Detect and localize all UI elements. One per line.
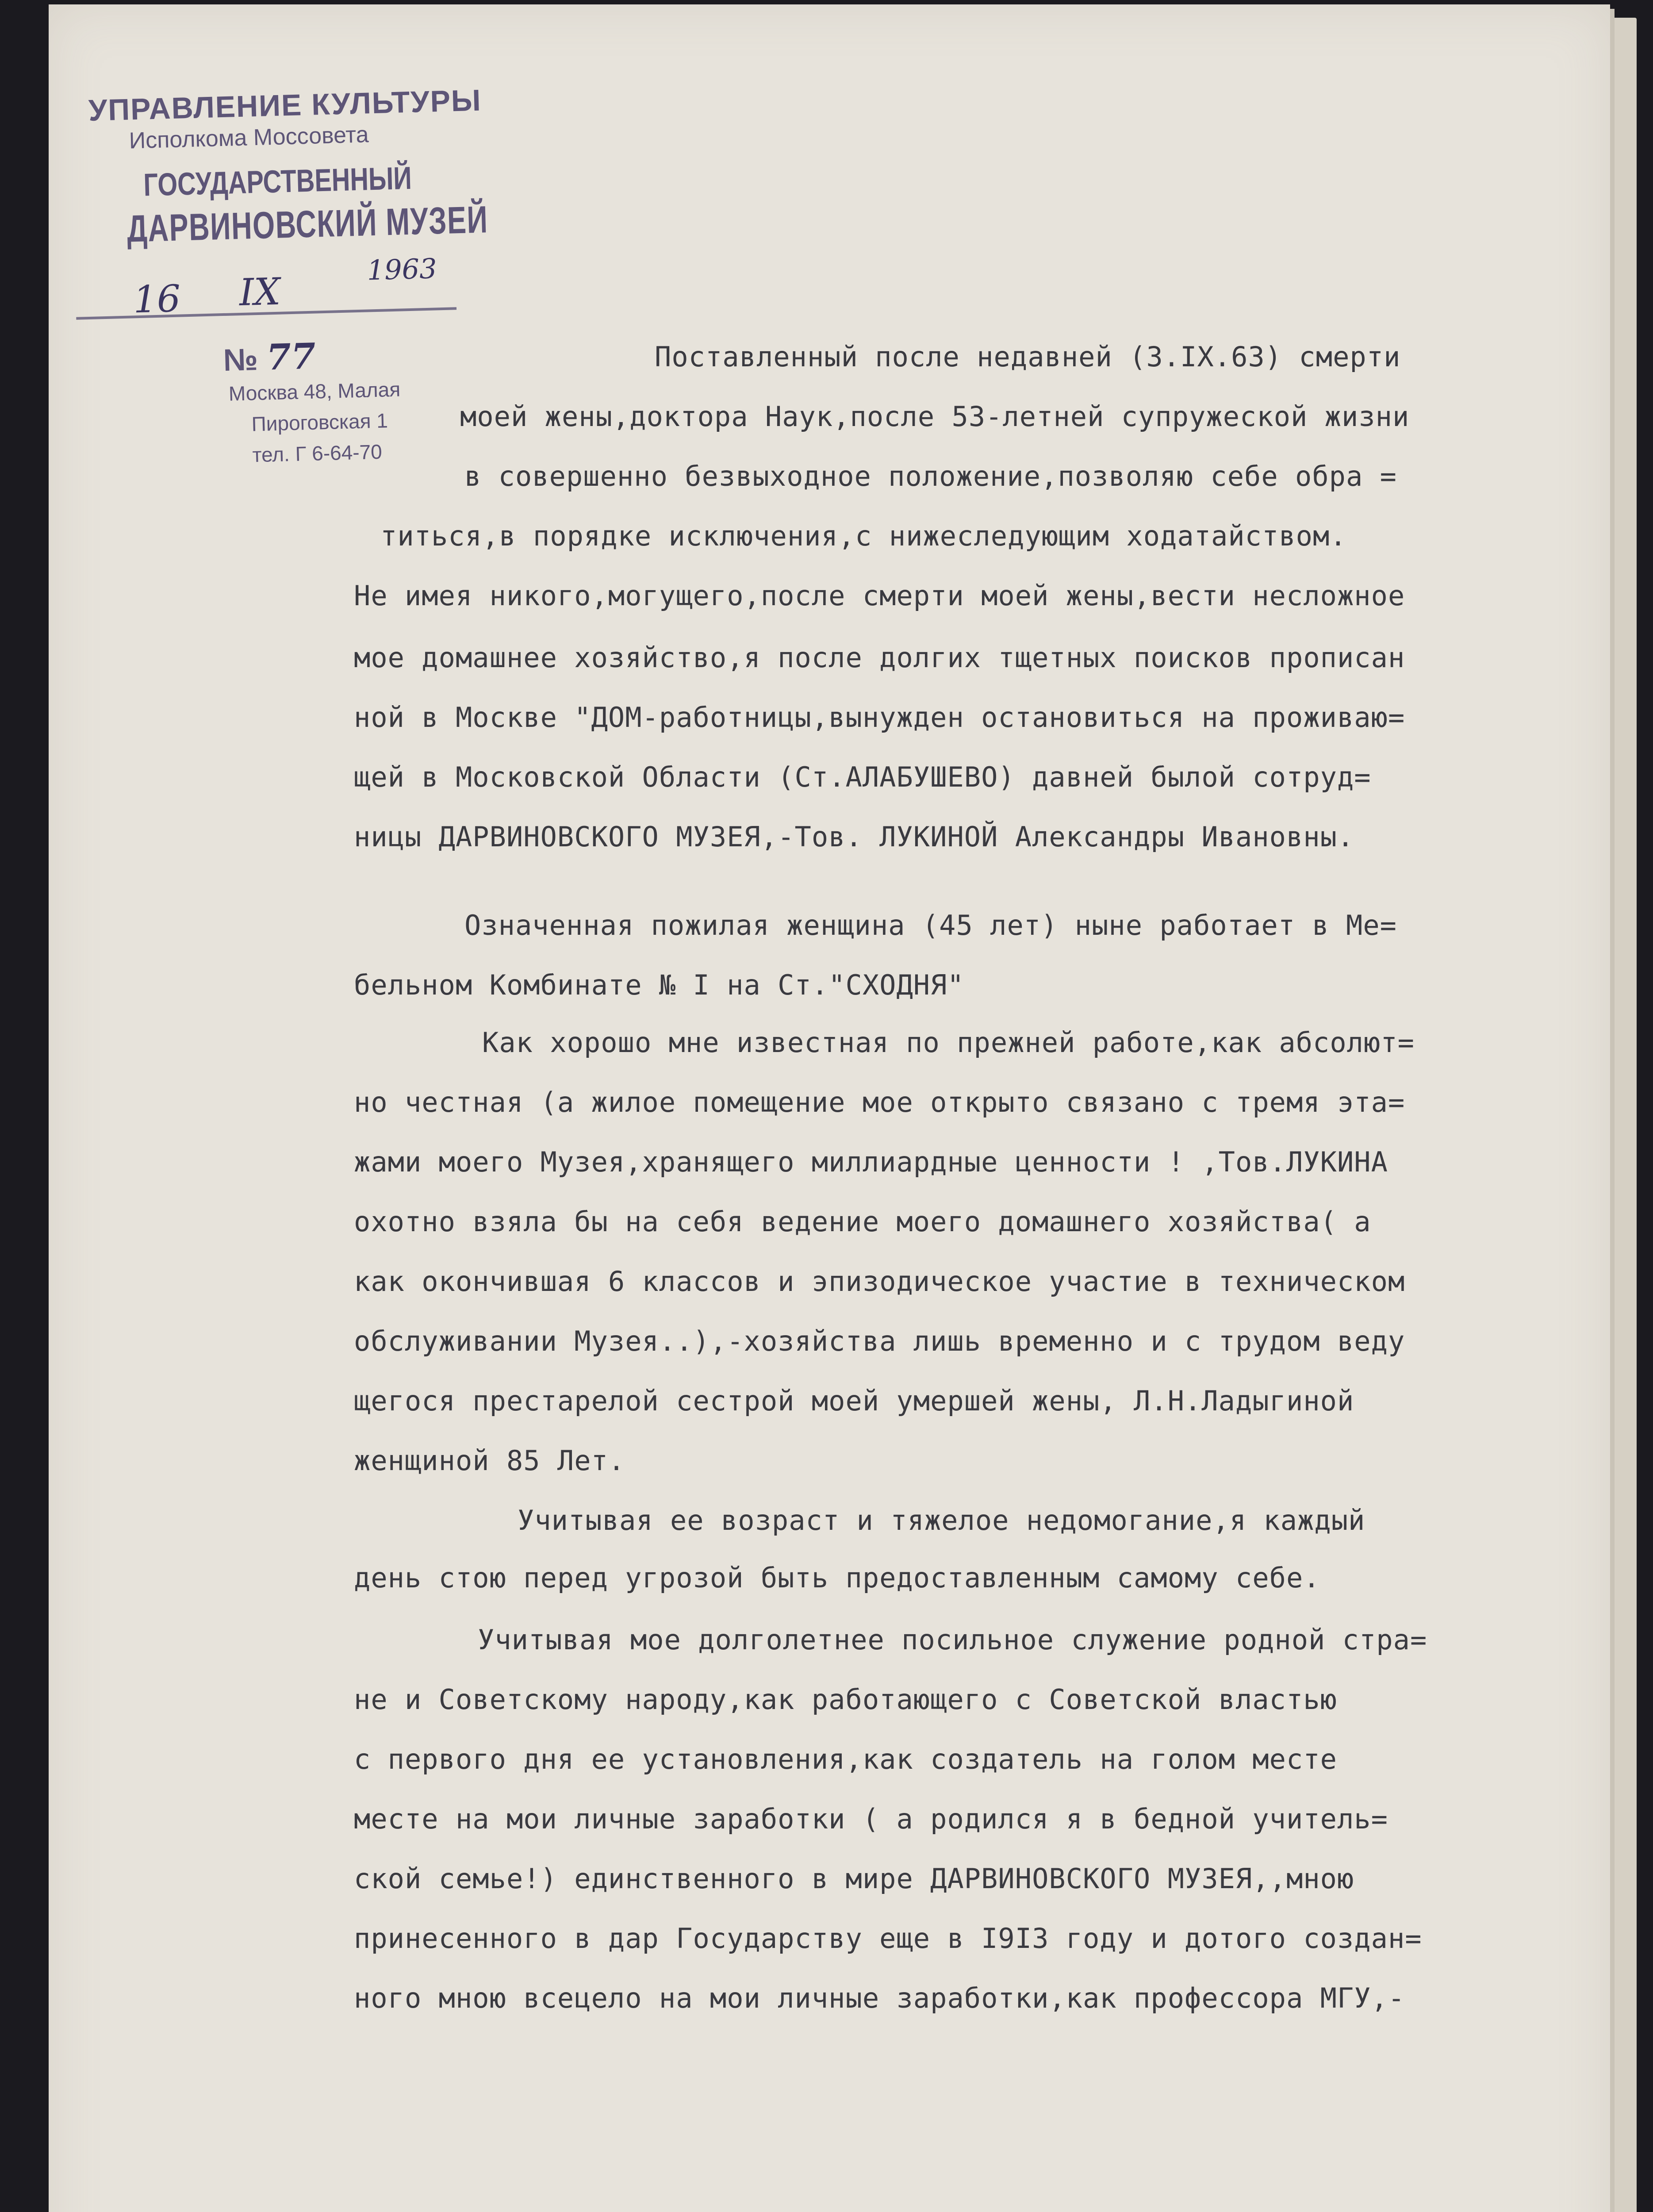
letter-line: жами моего Музея,хранящего миллиардные ценности ! ,Тов.ЛУКИНА <box>354 1146 1388 1178</box>
letter-line: щей в Московской Области (Ст.АЛАБУШЕВО) давней былой сотруд= <box>354 761 1371 793</box>
letter-line: как окончившая 6 классов и эпизодическое участие в техническом <box>354 1265 1405 1298</box>
stamp-date-year: 1963 <box>366 252 437 287</box>
letter-line: Учитывая мое долголетнее посильное служение родной стра= <box>478 1624 1427 1656</box>
letter-line: обслуживании Музея..),-хозяйства лишь временно и с трудом веду <box>354 1325 1405 1357</box>
letter-line: Как хорошо мне известная по прежней работе,как абсолют= <box>482 1026 1415 1059</box>
stamp-line-museum-name: ДАРВИНОВСКИЙ МУЗЕЙ <box>126 198 489 250</box>
document-sheet <box>49 4 1610 2212</box>
stamp-line-state: ГОСУДАРСТВЕННЫЙ <box>143 160 412 203</box>
letter-line: мое домашнее хозяйство,я после долгих тщетных поисков прописан <box>354 641 1405 674</box>
letter-line: не и Советскому народу,как работающего с Советской властью <box>354 1683 1337 1716</box>
stamp-line-department: УПРАВЛЕНИЕ КУЛЬТУРЫ <box>88 83 482 127</box>
letter-line: ного мною всецело на мои личные заработки,как профессора МГУ,- <box>354 1982 1405 2014</box>
letter-line: ницы ДАРВИНОВСКОГО МУЗЕЯ,-Тов. ЛУКИНОЙ Александры Ивановны. <box>354 821 1354 853</box>
letter-line: ной в Москве "ДОМ-работницы,вынужден остановиться на проживаю= <box>354 701 1405 733</box>
letter-line: месте на мои личные заработки ( а родился я в бедной учитель= <box>354 1803 1388 1835</box>
letter-line: ской семье!) единственного в мире ДАРВИНОВСКОГО МУЗЕЯ,,мною <box>354 1863 1354 1895</box>
letter-line: Означенная пожилая женщина (45 лет) ныне работает в Ме= <box>464 909 1397 941</box>
letter-line: Поставленный после недавней (3.IX.63) смерти <box>655 341 1401 373</box>
stamp-date-day: 16 <box>132 276 181 322</box>
letter-line: женщиной 85 Лет. <box>354 1444 625 1477</box>
stamp-address-line-1: Москва 48, Малая <box>228 377 401 405</box>
letter-line: Не имея никого,могущего,после смерти моей жены,вести несложное <box>354 580 1405 612</box>
letter-line: с первого дня ее установления,как создатель на голом месте <box>354 1743 1337 1775</box>
letter-line: день стою перед угрозой быть предоставленным самому себе. <box>354 1562 1320 1594</box>
stamp-number-label: № <box>222 342 258 378</box>
stamp-line-executive-committee: Исполкома Моссовета <box>129 122 369 154</box>
letter-line: в совершенно безвыходное положение,позволяю себе обра = <box>464 460 1397 492</box>
stamp-address-line-3: тел. Г 6-64-70 <box>252 440 383 467</box>
stamp-number-value: 77 <box>266 335 316 378</box>
letter-line: охотно взяла бы на себя ведение моего домашнего хозяйства( а <box>354 1206 1371 1238</box>
stamp-date-month: IX <box>238 269 281 315</box>
letter-line: Учитывая ее возраст и тяжелое недомогание,я каждый <box>518 1504 1365 1536</box>
letter-line: принесенного в дар Государству еще в I9I3 году и дотого создан= <box>354 1922 1422 1955</box>
letter-line: бельном Комбинате № I на Ст."СХОДНЯ" <box>354 969 964 1001</box>
letter-line: титься,в порядке исключения,с нижеследующим ходатайством. <box>380 520 1347 552</box>
letter-line: щегося престарелой сестрой моей умершей жены, Л.Н.Ладыгиной <box>354 1385 1354 1417</box>
letter-line: но честная (а жилое помещение мое открыто связано с тремя эта= <box>354 1086 1405 1118</box>
letter-line: моей жены,доктора Наук,после 53-летней супружеской жизни <box>460 400 1410 433</box>
letter-body <box>49 4 1610 2212</box>
stamp-address-line-2: Пироговская 1 <box>251 409 388 436</box>
